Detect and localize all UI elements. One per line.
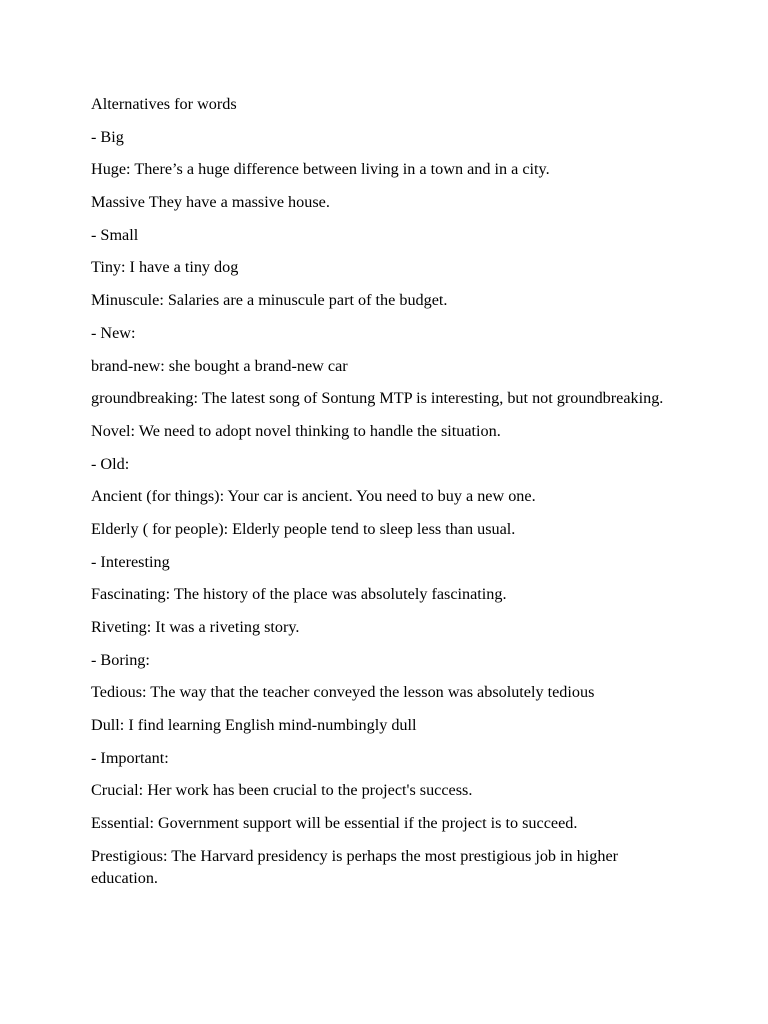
document-title: Alternatives for words xyxy=(91,95,237,113)
heading-big: - Big xyxy=(91,127,124,146)
heading-interesting: - Interesting xyxy=(91,552,170,571)
entry-fascinating: Fascinating: The history of the place was absolutely fascinating. xyxy=(91,585,507,604)
entry-essential: Essential: Government support will be essential if the project is to succeed. xyxy=(91,814,578,833)
entry-minuscule: Minuscule: Salaries are a minuscule part of the budget. xyxy=(91,291,448,310)
entry-brand-new: brand-new: she bought a brand-new car xyxy=(91,356,348,375)
heading-new: - New: xyxy=(91,323,136,342)
entry-prestigious: Prestigious: The Harvard presidency is perhaps the most prestigious job in higher education. xyxy=(91,846,619,887)
heading-small: - Small xyxy=(91,225,139,244)
entry-dull: Dull: I find learning English mind-numbingly dull xyxy=(91,716,417,735)
entry-novel: Novel: We need to adopt novel thinking to handle the situation. xyxy=(91,421,501,440)
entry-tedious: Tedious: The way that the teacher conveyed the lesson was absolutely tedious xyxy=(91,683,595,702)
document-body xyxy=(91,93,681,900)
entry-ancient: Ancient (for things): Your car is ancient. You need to buy a new one. xyxy=(91,487,536,506)
entry-elderly: Elderly ( for people): Elderly people tend to sleep less than usual. xyxy=(91,519,516,538)
heading-old: - Old: xyxy=(91,454,130,473)
entry-tiny: Tiny: I have a tiny dog xyxy=(91,258,239,277)
entry-massive: Massive They have a massive house. xyxy=(91,193,330,212)
entry-groundbreaking: groundbreaking: The latest song of Sontung MTP is interesting, but not groundbreaking. xyxy=(91,389,664,408)
heading-important: - Important: xyxy=(91,748,169,767)
entry-crucial: Crucial: Her work has been crucial to the project's success. xyxy=(91,781,473,800)
entry-riveting: Riveting: It was a riveting story. xyxy=(91,618,300,636)
heading-boring: - Boring: xyxy=(91,650,150,669)
entry-huge: Huge: There’s a huge difference between living in a town and in a city. xyxy=(91,160,550,179)
